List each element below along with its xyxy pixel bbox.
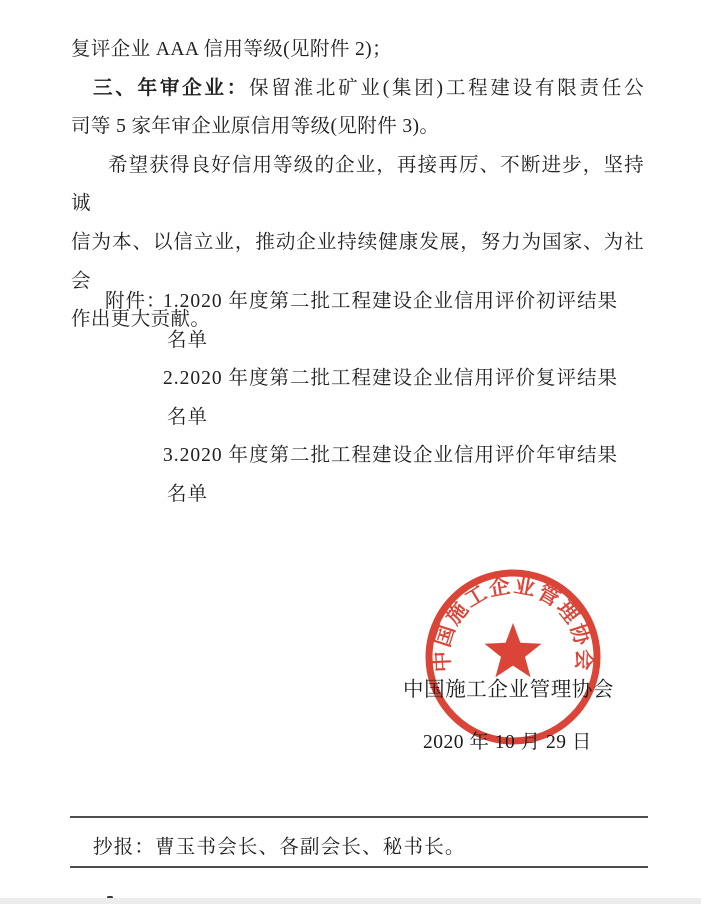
attachments-block [71, 283, 651, 515]
attachment-item-2-wrap: 名单 [167, 406, 209, 428]
attachment-item-2: 2.2020 年度第二批工程建设企业信用评价复评结果 [163, 368, 619, 390]
attachment-item-3: 3.2020 年度第二批工程建设企业信用评价年审结果 [163, 445, 619, 467]
organization-name: 中国施工企业管理协会 [403, 679, 614, 701]
body-line-2-text: 保留淮北矿业(集团)工程建设有限责任公 [249, 77, 644, 99]
attachments-label: 附件： [105, 291, 167, 312]
footer-divider-bottom [70, 866, 648, 868]
body-line-2 [71, 70, 644, 109]
attachment-item-3-wrap: 名单 [167, 483, 209, 505]
body-line-4: 希望获得良好信用等级的企业，再接再厉、不断进步，坚持诚 [71, 154, 644, 215]
attachment-item-1: 1.2020 年度第二批工程建设企业信用评价初评结果 [163, 291, 619, 312]
body-line-6: 作出更大贡献。 [71, 309, 211, 331]
footer-divider-top [70, 816, 648, 818]
seal-arc-text: 中国施工企业管理协会 [429, 573, 597, 673]
copy-to-line: 抄报：曹玉书会长、各副会长、秘书长。 [93, 837, 466, 858]
body-line-1: 复评企业 AAA 信用等级(见附件 2)； [71, 39, 392, 60]
attachment-item-1-wrap: 名单 [167, 329, 209, 351]
body-line-3: 司等 5 家年审企业原信用等级(见附件 3)。 [71, 116, 440, 138]
page-bottom-edge [0, 898, 701, 904]
star-icon [485, 623, 542, 677]
official-seal-stamp [425, 569, 601, 745]
section-heading: 三、年审企业： [93, 77, 249, 99]
document-date: 2020 年 10 月 29 日 [423, 732, 592, 753]
body-line-5: 信为本、以信立业，推动企业持续健康发展，努力为国家、为社会 [71, 231, 644, 292]
